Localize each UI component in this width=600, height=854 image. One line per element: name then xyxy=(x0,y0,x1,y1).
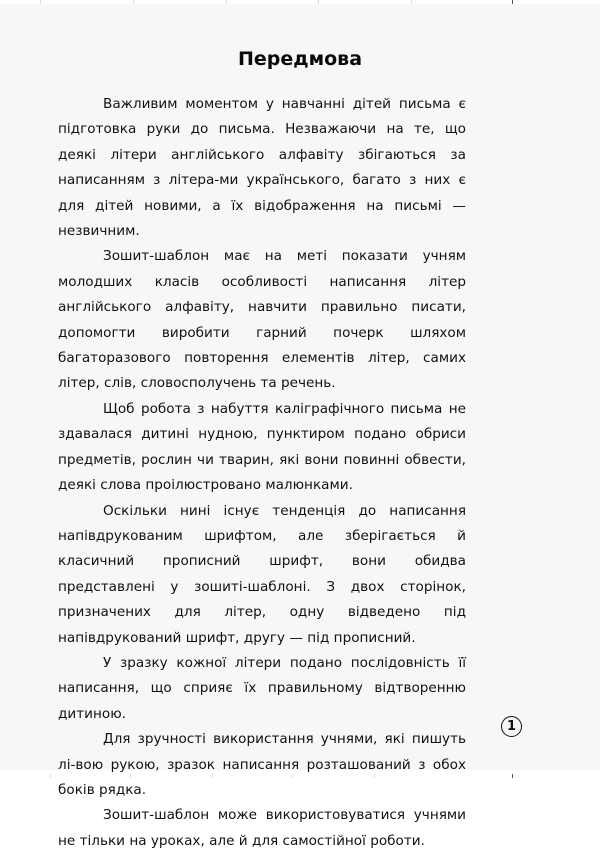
paragraph: Зошит-шаблон має на меті показати учням молодших класів особливості написання літер англійського алфавіту, навчити правильно писати, допомогти виробити гарний почерк шляхом багаторазового повторення елементів літер, самих літер, слів, словосполучень та речень. xyxy=(58,248,466,392)
bottom-crop-marks xyxy=(0,774,600,778)
crop-mark xyxy=(374,774,375,778)
crop-mark xyxy=(212,774,213,778)
crop-mark xyxy=(50,774,51,778)
crop-mark xyxy=(512,774,513,778)
paragraph: Для зручності використання учнями, які пишуть лі-вою рукою, зразок написання розташований з обох боків рядка. xyxy=(58,731,466,798)
crop-mark xyxy=(130,774,131,778)
paragraph: Щоб робота з набуття каліграфічного письма не здавалася дитині нудною, пунктиром подано обриси предметів, рослин чи тварин, які вони повинні обвести, деякі слова проілюстровано малюнками. xyxy=(58,400,466,494)
paragraph: Зошит-шаблон може використовуватися учнями не тільки на уроках, але й для самостійної роботи. xyxy=(58,807,466,849)
page-title: Передмова xyxy=(237,48,363,70)
document-page xyxy=(0,4,600,849)
paragraph: Важливим моментом у навчанні дітей письма є підготовка руки до письма. Незважаючи на те, що деякі літери англійського алфавіту збігаються за написанням з літера-ми українського, багато з них є для дітей новими, а їх відображення на письмі — незвичним. xyxy=(58,96,466,240)
paragraph: Оскільки нині існує тенденція до написання напівдрукованим шрифтом, але зберігається й класичний прописний шрифт, вони обидва представлені у зошиті-шаблоні. З двох сторінок, призначених для літер, одну відведено під напівдрукований шрифт, другу — під прописний. xyxy=(58,502,466,646)
preface-body xyxy=(58,92,466,854)
paragraph: У зразку кожної літери подано послідовність її написання, що сприяє їх правильному відтворенню дитиною. xyxy=(58,654,466,722)
crop-mark xyxy=(292,774,293,778)
page-number-badge: 1 xyxy=(501,716,522,737)
